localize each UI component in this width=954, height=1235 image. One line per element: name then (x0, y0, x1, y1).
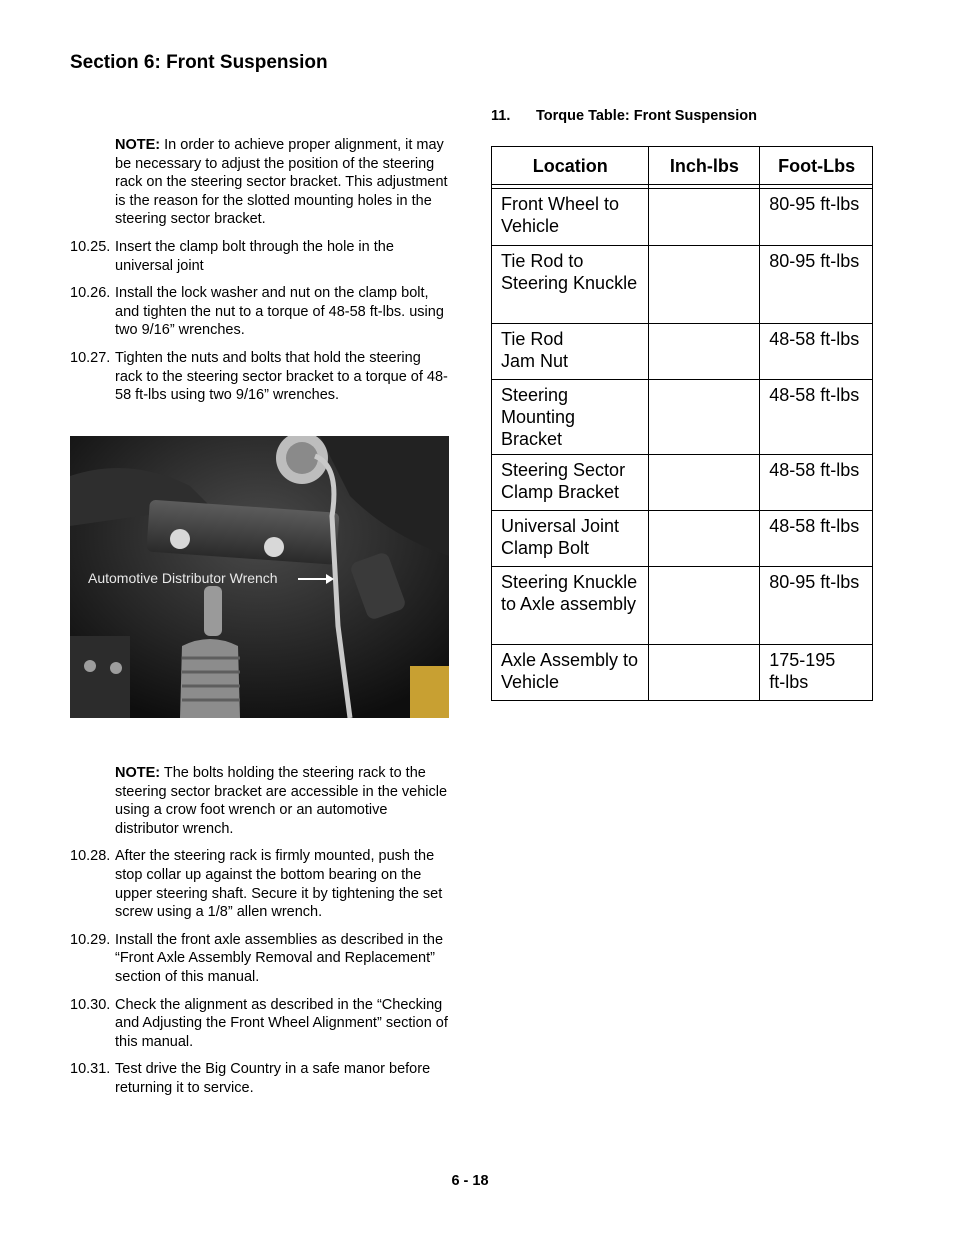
steering-rack-photo (70, 436, 449, 718)
torque-table (491, 146, 873, 701)
section-title: Section 6: Front Suspension (70, 52, 328, 73)
step-10-30 (70, 996, 450, 1052)
table-row (492, 246, 873, 324)
header-location: Location (492, 147, 649, 185)
step-text: Insert the clamp bolt through the hole in the universal joint (115, 238, 394, 274)
table-header-row (492, 147, 873, 185)
table-heading (491, 108, 757, 124)
cell-location: Steering Mounting Bracket (492, 380, 649, 455)
cell-inch-lbs (648, 380, 760, 455)
step-text: Check the alignment as described in the “Checking and Adjusting the Front Wheel Alignment” section of this manual. (115, 996, 448, 1050)
table-row (492, 189, 873, 246)
step-10-28 (70, 847, 450, 921)
cell-location: Tie Rod Jam Nut (492, 324, 649, 380)
cell-location: Tie Rod to Steering Knuckle (492, 246, 649, 324)
cell-location: Steering Sector Clamp Bracket (492, 455, 649, 511)
cell-foot-lbs: 48-58 ft-lbs (760, 511, 873, 567)
cell-foot-lbs: 80-95 ft-lbs (760, 189, 873, 246)
step-number: 10.29. (70, 931, 111, 948)
photo-caption: Automotive Distributor Wrench (88, 570, 278, 586)
step-number: 10.26. (70, 285, 111, 302)
page-number: 6 - 18 (451, 1173, 489, 1189)
cell-foot-lbs: 80-95 ft-lbs (760, 567, 873, 645)
cell-location: Universal Joint Clamp Bolt (492, 511, 649, 567)
cell-location: Steering Knuckle to Axle assembly (492, 567, 649, 645)
step-text: Tighten the nuts and bolts that hold the steering rack to the steering sector bracket to a torque of 48-58 ft-lbs using two 9/16” wrenches. (115, 349, 448, 404)
step-number: 10.28. (70, 848, 111, 865)
cell-foot-lbs: 80-95 ft-lbs (760, 246, 873, 324)
cell-location: Front Wheel to Vehicle (492, 189, 649, 246)
cell-foot-lbs: 48-58 ft-lbs (760, 324, 873, 380)
cell-inch-lbs (648, 511, 760, 567)
table-row (492, 567, 873, 645)
note-label: NOTE: (115, 765, 161, 781)
note-wrench-access (115, 764, 450, 838)
cell-foot-lbs: 175-195 ft-lbs (760, 645, 873, 701)
cell-inch-lbs (648, 246, 760, 324)
table-row (492, 455, 873, 511)
header-inch-lbs: Inch-lbs (648, 147, 760, 185)
cell-foot-lbs: 48-58 ft-lbs (760, 380, 873, 455)
step-text: Install the front axle assemblies as described in the “Front Axle Assembly Removal and Replacement” section of this manual. (115, 931, 444, 985)
step-text: Test drive the Big Country in a safe manor before returning it to service. (115, 1061, 431, 1096)
instructions-upper (70, 136, 450, 405)
step-number: 10.31. (70, 1061, 111, 1078)
step-10-31 (70, 1060, 450, 1097)
step-10-27 (70, 349, 450, 405)
note-alignment (115, 136, 450, 229)
note-label: NOTE: (115, 137, 161, 153)
step-10-29 (70, 931, 450, 987)
table-number: 11. (491, 108, 511, 124)
step-number: 10.27. (70, 349, 111, 366)
step-number: 10.25. (70, 238, 111, 255)
cell-inch-lbs (648, 455, 760, 511)
table-row (492, 324, 873, 380)
note-text: The bolts holding the steering rack to the steering sector bracket are accessible in the vehicle using a crow foot wrench or an automotive distributor wrench. (115, 765, 448, 837)
step-text: After the steering rack is firmly mounted, push the stop collar up against the bottom bearing on the upper steering shaft. Secure it by tightening the set screw using a 1/8” allen wrench. (115, 848, 443, 921)
instructions-lower (70, 764, 450, 1098)
note-text: In order to achieve proper alignment, it may be necessary to adjust the position of the steering rack on the steering sector bracket. This adjustment is the reason for the slotted mounting holes in the steering sector bracket. (115, 137, 448, 228)
step-10-25 (70, 238, 450, 275)
cell-inch-lbs (648, 189, 760, 246)
table-row (492, 511, 873, 567)
table-title: Torque Table: Front Suspension (536, 108, 757, 124)
step-10-26 (70, 284, 450, 340)
cell-location: Axle Assembly to Vehicle (492, 645, 649, 701)
table-row (492, 645, 873, 701)
cell-inch-lbs (648, 645, 760, 701)
header-foot-lbs: Foot-Lbs (760, 147, 873, 185)
table-row (492, 380, 873, 455)
cell-inch-lbs (648, 567, 760, 645)
step-number: 10.30. (70, 996, 111, 1013)
cell-foot-lbs: 48-58 ft-lbs (760, 455, 873, 511)
cell-inch-lbs (648, 324, 760, 380)
step-text: Install the lock washer and nut on the clamp bolt, and tighten the nut to a torque of 48-58 ft-lbs. using two 9/16” wrenches. (115, 285, 444, 339)
